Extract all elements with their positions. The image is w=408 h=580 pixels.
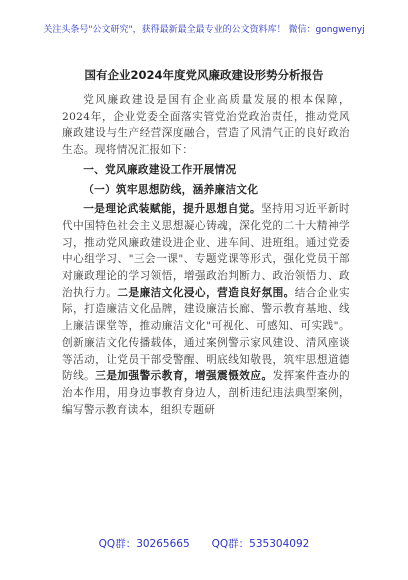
footer-contact — [0, 536, 408, 551]
paragraph-lead: 三是加强警示教育，增强震慑效应。 — [95, 370, 273, 383]
document-title: 国有企业2024年度党风廉政建设形势分析报告 — [84, 68, 324, 82]
paragraph-text: 结合企业实际，打造廉洁文化品牌，建设廉洁长廊、警示教育基地、线上廉洁课堂等，推动廉洁文化"可视化、可感知、可实践"。创新廉洁文化传播载体，通过案例警示家风建设、清风座谈等活动，让党员干部受警醒、明底线知敬畏，筑牢思想道德防线。 — [62, 286, 351, 383]
paragraph-text: 发挥案件查办的治本作用，用身边事教育身边人，剖析违纪违法典型案例，编写警示教育读本，组织专题研 — [62, 370, 350, 416]
subsection-heading: （一）筑牢思想防线，涵养廉洁文化 — [83, 183, 259, 196]
paragraph-lead: 一是理论武装赋能，提升思想自觉。 — [83, 203, 262, 216]
paragraph-text: 坚持用习近平新时代中国特色社会主义思想凝心铸魂，深化党的二十大精神学习，推动党风廉政建设进企业、进车间、进班组。通过党委中心组学习、"三会一课"、专题党课等形式，强化党员干部对廉政理论的学习领悟，增强政治判断力、政治领悟力、政治执行力。 — [62, 203, 350, 299]
document-body — [62, 92, 350, 418]
section-heading: 一、党风廉政建设工作开展情况 — [83, 163, 237, 176]
qq-group-1: QQ群：30265665 — [98, 538, 190, 550]
qq-group-2: QQ群：535304092 — [211, 538, 310, 550]
header-banner: 关注头条号"公文研究"，获得最新最全最专业的公文资料库！ 微信：gongwenyj — [43, 25, 365, 35]
intro-paragraph: 党风廉政建设是国有企业高质量发展的根本保障，2024年，企业党委全面落实管党治党政治责任，推动党风廉政建设与生产经营深度融合，营造了风清气正的良好政治生态。现将情况汇报如下： — [62, 94, 350, 157]
body-paragraph — [62, 201, 350, 418]
paragraph-lead: 二是廉洁文化浸心，营造良好氛围。 — [117, 286, 295, 299]
